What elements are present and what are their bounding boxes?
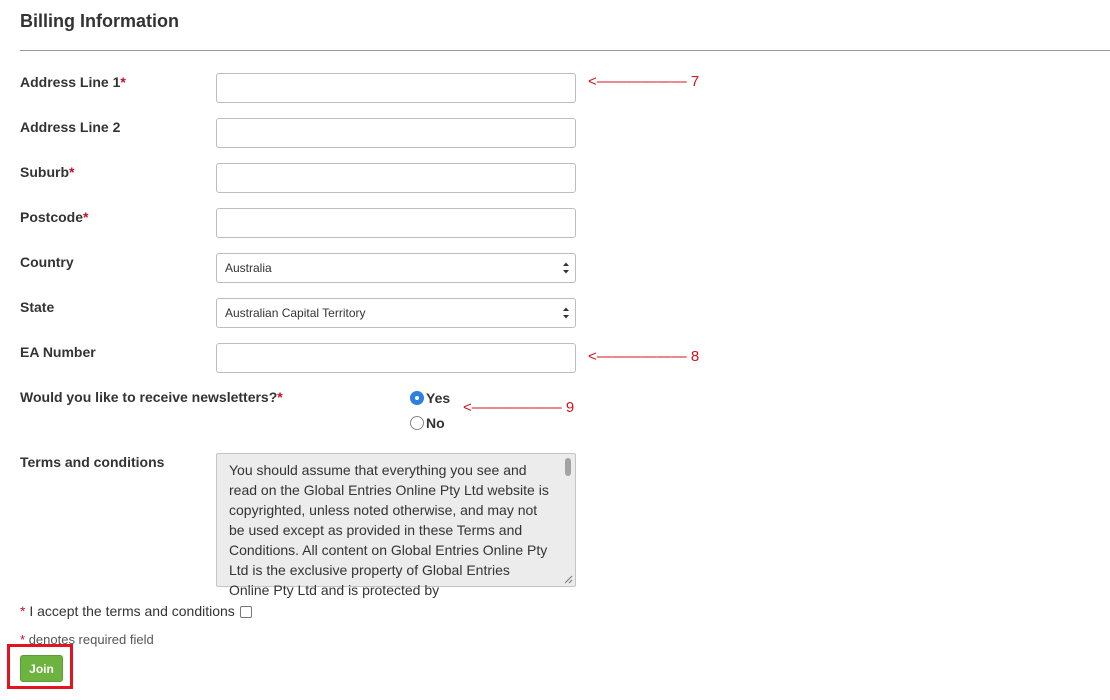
postcode-input[interactable] [216, 208, 576, 238]
country-select-value: Australia [225, 261, 272, 275]
ea-number-label-text: EA Number [20, 344, 96, 360]
state-label-text: State [20, 299, 55, 315]
newsletter-label-text: Would you like to receive newsletters? [20, 389, 278, 405]
address-line-2-label [20, 119, 120, 135]
state-select-value: Australian Capital Territory [225, 306, 366, 320]
address-line-2-label-text: Address Line 2 [20, 119, 121, 135]
address-line-2-input[interactable] [216, 118, 576, 148]
newsletter-yes-label: Yes [426, 390, 451, 406]
accept-terms-label: I accept the terms and conditions [29, 603, 235, 619]
annotation-9: <—————— 9 [463, 399, 575, 416]
newsletter-yes-option[interactable] [410, 390, 450, 406]
newsletter-no-radio[interactable] [410, 416, 424, 430]
postcode-label [20, 209, 88, 225]
terms-textarea[interactable] [216, 453, 576, 598]
required-mark: * [277, 389, 283, 405]
required-mark: * [20, 603, 26, 619]
required-field-note-text: denotes required field [28, 632, 154, 647]
required-mark: * [83, 209, 89, 225]
annotation-8: <—————— 8 [588, 348, 700, 365]
join-button[interactable]: Join [20, 655, 63, 682]
suburb-label-text: Suburb [20, 164, 69, 180]
newsletter-label [20, 389, 283, 405]
postcode-label-text: Postcode [20, 209, 84, 225]
state-label [20, 299, 54, 315]
ea-number-input[interactable] [216, 343, 576, 373]
accept-terms-checkbox[interactable] [240, 606, 252, 618]
address-line-1-label-text: Address Line 1 [20, 74, 121, 90]
ea-number-label [20, 344, 96, 360]
select-arrows-icon [562, 306, 570, 320]
required-mark: * [120, 74, 126, 90]
terms-scrollbar[interactable] [565, 458, 571, 476]
terms-text: You should assume that everything you see and read on the Global Entries Online Pty Ltd website is copyrighted, unless noted otherwise, and may not be used except as provided in these Terms and Conditions. All content on Global Entries Online Pty Ltd is the exclusive property of Global Entries Online Pty Ltd and is protected by [229, 462, 549, 598]
section-title: Billing Information [20, 11, 179, 31]
newsletter-no-option[interactable] [410, 415, 445, 431]
select-arrows-icon [562, 261, 570, 275]
section-divider [20, 50, 1110, 51]
terms-label-text: Terms and conditions [20, 454, 165, 470]
newsletter-no-label: No [426, 415, 445, 431]
state-select[interactable] [216, 298, 576, 328]
newsletter-yes-radio[interactable] [410, 391, 424, 405]
suburb-input[interactable] [216, 163, 576, 193]
accept-terms-row [20, 603, 235, 619]
country-select[interactable] [216, 253, 576, 283]
resize-handle-icon[interactable] [563, 574, 573, 584]
required-mark: * [69, 164, 75, 180]
address-line-1-input[interactable] [216, 73, 576, 103]
address-line-1-label [20, 74, 126, 90]
terms-label [20, 454, 164, 470]
country-label-text: Country [20, 254, 74, 270]
country-label [20, 254, 74, 270]
required-mark: * [20, 632, 26, 647]
annotation-7: <—————— 7 [588, 73, 700, 90]
suburb-label [20, 164, 74, 180]
